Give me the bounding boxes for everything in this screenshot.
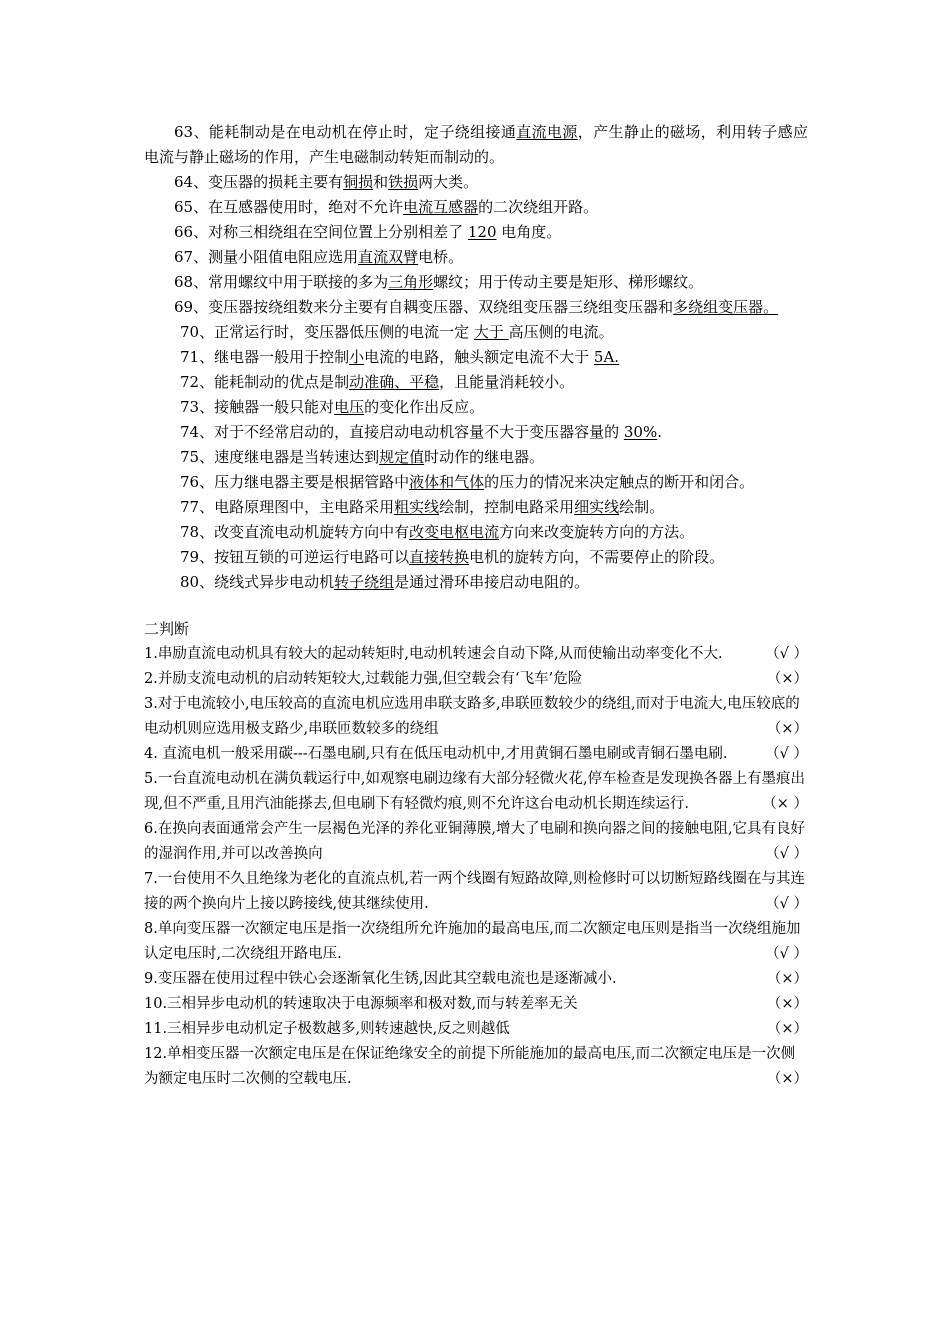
answer-blank: 铜损 (343, 173, 374, 191)
question-text: 是通过滑环串接启动电阻的。 (394, 573, 590, 591)
fill-item-75 (144, 445, 808, 470)
fill-item-73 (144, 395, 808, 420)
answer-blank: 三角形 (388, 273, 434, 291)
answer-blank: 规定值 (379, 448, 425, 466)
question-text: 两大类。 (418, 173, 479, 191)
judge-text: 12.单相变压器一次额定电压是在保证绝缘安全的前提下所能施加的最高电压,而二次额定电压是一次侧为额定电压时二次侧的空载电压. (144, 1046, 796, 1087)
judge-item (144, 867, 808, 917)
question-text: 、常用螺纹中用于联接的多为 (193, 273, 389, 291)
answer-blank: 转子绕组 (334, 573, 395, 591)
judge-answer-mark: （×） (766, 996, 808, 1012)
answer-blank: 直流电源 (516, 123, 578, 141)
question-text: 、测量小阻值电阻应选用 (193, 248, 359, 266)
question-text: 绘制，控制电路采用 (439, 498, 575, 516)
answer-blank: 大于 (473, 323, 509, 341)
question-text: 、能耗制动的优点是制 (199, 373, 350, 391)
fill-item-66 (144, 220, 808, 245)
judge-text: 7.一台使用不久且绝缘为老化的直流点机,若一两个线圈有短路故障,则检修时可以切断短路线圈在与其连接的两个换向片上接以跨接线,使其继续使用. (144, 871, 806, 912)
question-text: 电桥。 (418, 248, 464, 266)
document-page (144, 120, 808, 1092)
question-text: 、能耗制动是在电动机在停止时，定子绕组接通 (193, 123, 517, 141)
fill-item-72 (144, 370, 808, 395)
item-number: 63 (174, 123, 194, 141)
item-number: 74 (180, 423, 200, 441)
question-text: 、对于不经常启动的，直接启动电动机容量不大于变压器容量的 (199, 423, 624, 441)
judge-answer-mark: （×） (766, 1071, 808, 1087)
question-text: 和 (373, 173, 389, 191)
question-text: 、变压器按绕组数来分主要有自耦变压器、双绕组变压器三绕组变压器和 (193, 298, 674, 316)
question-text: 、绕线式异步电动机 (199, 573, 335, 591)
fill-item-77 (144, 495, 808, 520)
answer-blank: 直流双臂 (358, 248, 419, 266)
judge-item (144, 1042, 808, 1092)
item-number: 68 (174, 273, 194, 291)
fill-item-69 (144, 295, 808, 320)
answer-blank: 动准确、平稳 (349, 373, 440, 391)
answer-blank: 细实线 (574, 498, 620, 516)
answer-blank: 液体和气体 (409, 473, 485, 491)
item-number: 65 (174, 198, 194, 216)
judge-answer-mark: （×） (766, 971, 808, 987)
question-text: 电角度。 (496, 223, 562, 241)
question-text: ，且能量消耗较小。 (439, 373, 575, 391)
judge-answer-mark: （×） (766, 671, 808, 687)
answer-blank: 电流互感器 (403, 198, 479, 216)
answer-blank: 电压 (334, 398, 365, 416)
judge-text: 1.串励直流电动机具有较大的起动转矩时,电动机转速会自动下降,从而使输出动率变化不大. (144, 646, 723, 662)
item-number: 73 (180, 398, 200, 416)
judge-item (144, 967, 808, 992)
question-text: 的变化作出反应。 (364, 398, 485, 416)
judge-answer-mark: （√ ） (765, 846, 808, 862)
answer-blank: 120 (467, 223, 497, 241)
judge-text: 8.单向变压器一次额定电压是指一次绕组所允许施加的最高电压,而二次额定电压则是指当一次绕组施加认定电压时,二次绕组开路电压. (144, 921, 801, 962)
judge-item (144, 742, 808, 767)
item-number: 66 (174, 223, 194, 241)
answer-blank: 直接转换 (409, 548, 470, 566)
item-number: 76 (180, 473, 200, 491)
fill-item-78 (144, 520, 808, 545)
judge-item (144, 642, 808, 667)
judge-item (144, 767, 808, 817)
item-number: 79 (180, 548, 200, 566)
item-number: 67 (174, 248, 194, 266)
judge-text: 9.变压器在使用过程中铁心会逐渐氧化生锈,因此其空载电流也是逐渐减小. (144, 971, 617, 987)
item-number: 72 (180, 373, 200, 391)
question-text: 高压侧的电流。 (508, 323, 614, 341)
question-text: 、变压器的损耗主要有 (193, 173, 344, 191)
answer-blank: 改变电枢电流 (409, 523, 500, 541)
fill-item-80 (144, 570, 808, 595)
question-text: 时动作的继电器。 (424, 448, 545, 466)
question-text: 的二次绕组开路。 (478, 198, 599, 216)
fill-item-79 (144, 545, 808, 570)
judge-text: 10.三相异步电动机的转速取决于电源频率和极对数,而与转差率无关 (144, 996, 578, 1012)
answer-blank: 5A. (593, 348, 620, 366)
item-number: 78 (180, 523, 200, 541)
judge-text: 4. 直流电机一般采用碳---石墨电刷,只有在低压电动机中,才用黄铜石墨电刷或青铜石墨电刷. (144, 746, 728, 762)
judge-text: 3.对于电流较小,电压较高的直流电机应选用串联支路多,串联匝数较少的绕组,而对于电流大,电压较底的电动机则应选用极支路少,串联匝数较多的绕组 (144, 696, 800, 737)
question-text: 螺纹；用于传动主要是矩形、梯形螺纹。 (433, 273, 704, 291)
fill-item-76 (144, 470, 808, 495)
judge-answer-mark: （√ ） (765, 896, 808, 912)
judge-text: 6.在换向表面通常会产生一层褐色光泽的养化亚铜薄膜,增大了电刷和换向器之间的接触电阻,它具有良好的湿润作用,并可以改善换向 (144, 821, 806, 862)
fill-item-64 (144, 170, 808, 195)
fill-item-63 (144, 120, 808, 170)
judge-section-title: 二判断 (144, 620, 190, 638)
question-text: 、压力继电器主要是根据管路中 (199, 473, 410, 491)
question-text: ，产生静止的磁场，利用转子感应电流与静止磁场的作用，产生电磁制动转矩而制动的。 (144, 123, 808, 166)
item-number: 70 (180, 323, 200, 341)
judge-answer-mark: （√ ） (765, 746, 808, 762)
item-number: 64 (174, 173, 194, 191)
question-text: . (657, 423, 662, 441)
judge-item (144, 692, 808, 742)
item-number: 80 (180, 573, 200, 591)
question-text: 、正常运行时，变压器低压侧的电流一定 (199, 323, 474, 341)
question-text: 、接触器一般只能对 (199, 398, 335, 416)
question-text: 、继电器一般用于控制 (199, 348, 350, 366)
question-text: 、速度继电器是当转速达到 (199, 448, 380, 466)
item-number: 69 (174, 298, 194, 316)
judge-answer-mark: （√ ） (765, 646, 808, 662)
question-text: 、电路原理图中，主电路采用 (199, 498, 395, 516)
fill-item-67 (144, 245, 808, 270)
question-text: 绘制。 (619, 498, 665, 516)
judge-answer-mark: （√ ） (765, 946, 808, 962)
judge-item (144, 917, 808, 967)
judge-text: 2.并励支流电动机的启动转矩较大,过载能力强,但空载会有‘飞车’危险 (144, 671, 583, 687)
question-text: 电机的旋转方向，不需要停止的阶段。 (469, 548, 725, 566)
judge-item (144, 992, 808, 1017)
fill-item-70 (144, 320, 808, 345)
judge-answer-mark: （×） (766, 1021, 808, 1037)
question-text: 、按钮互锁的可逆运行电路可以 (199, 548, 410, 566)
judge-text: 5.一台直流电动机在满负载运行中,如观察电刷边缘有大部分轻微火花,停车检查是发现换各器上有墨痕出现,但不严重,且用汽油能搽去,但电刷下有轻微灼痕,则不允许这台电动机长期连续运行. (144, 771, 806, 812)
judge-section (144, 642, 808, 1092)
item-number: 75 (180, 448, 200, 466)
answer-blank: 30% (623, 423, 658, 441)
item-number: 77 (180, 498, 200, 516)
judge-answer-mark: （× ） (762, 796, 808, 812)
judge-item (144, 1017, 808, 1042)
answer-blank: 粗实线 (394, 498, 440, 516)
fill-item-65 (144, 195, 808, 220)
fill-item-74 (144, 420, 808, 445)
answer-blank: 小 (349, 348, 365, 366)
question-text: 、对称三相绕组在空间位置上分别相差了 (193, 223, 468, 241)
fill-blank-section (144, 120, 808, 595)
question-text: 电流的电路，触头额定电流不大于 (364, 348, 594, 366)
item-number: 71 (180, 348, 200, 366)
judge-item (144, 667, 808, 692)
fill-item-68 (144, 270, 808, 295)
answer-blank: 多绕组变压器。 (673, 298, 779, 316)
judge-answer-mark: （×） (766, 721, 808, 737)
question-text: 的压力的情况来决定触点的断开和闭合。 (484, 473, 755, 491)
judge-text: 11.三相异步电动机定子极数越多,则转速越快,反之则越低 (144, 1021, 510, 1037)
answer-blank: 铁损 (388, 173, 419, 191)
judge-item (144, 817, 808, 867)
fill-item-71 (144, 345, 808, 370)
question-text: 方向来改变旋转方向的方法。 (499, 523, 695, 541)
question-text: 、在互感器使用时，绝对不允许 (193, 198, 404, 216)
question-text: 、改变直流电动机旋转方向中有 (199, 523, 410, 541)
